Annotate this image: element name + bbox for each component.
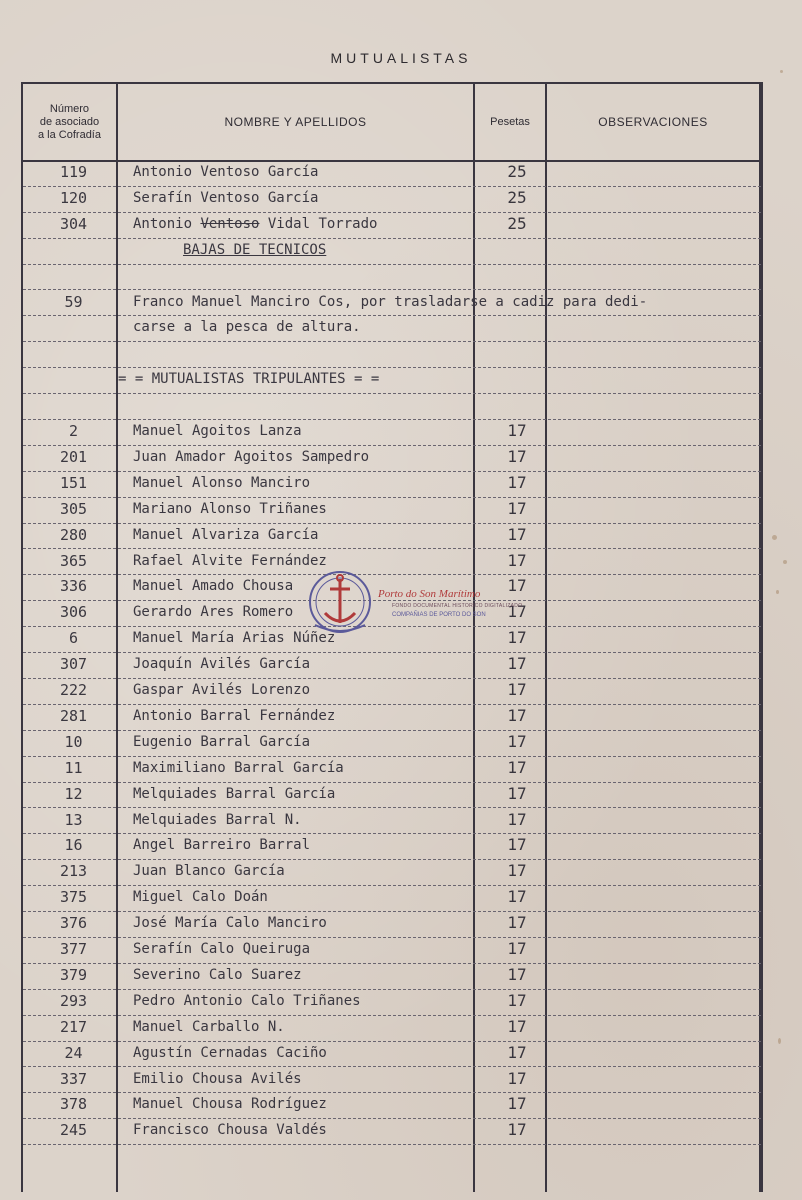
member-number: 213: [59, 862, 88, 881]
pesetas-amount: 25: [507, 213, 527, 233]
pesetas-amount: 17: [507, 446, 527, 466]
table-row: [23, 678, 761, 705]
table-row: [23, 341, 761, 368]
table-row: [23, 859, 761, 886]
member-number: 6: [68, 629, 79, 648]
table-row: [23, 549, 761, 576]
pesetas-amount: 17: [507, 705, 527, 725]
member-name: Melquiades Barral N.: [133, 811, 302, 828]
member-name: Manuel María Arias Núñez: [133, 630, 336, 647]
pesetas-amount: 17: [507, 1068, 527, 1088]
table-row: [23, 782, 761, 809]
member-number: 16: [64, 836, 83, 855]
table-row: [23, 652, 761, 679]
member-name: Juan Amador Agoitos Sampedro: [133, 448, 370, 465]
member-number: 304: [59, 214, 88, 233]
pesetas-amount: 17: [507, 421, 527, 440]
pesetas-amount: 17: [507, 524, 527, 544]
pesetas-amount: 17: [507, 887, 527, 907]
stamp-subtitle: FONDO DOCUMENTAL HISTORICO DIGITALIZADO: [392, 603, 523, 609]
member-name: Serafín Ventoso García: [133, 189, 319, 206]
page-title: MUTUALISTAS: [330, 50, 472, 66]
member-name: Manuel Alonso Manciro: [133, 474, 311, 491]
table-row: [23, 290, 761, 317]
remark-text: Franco Manuel Manciro Cos, por trasladarse a cadiz para dedi-: [133, 293, 648, 310]
table-row: [23, 1118, 761, 1145]
member-name: Maximiliano Barral García: [133, 759, 344, 776]
member-number: 376: [59, 914, 88, 933]
table-row: [23, 497, 761, 524]
table-row: [23, 238, 761, 265]
pesetas-amount: 17: [507, 990, 527, 1010]
table-row: [23, 989, 761, 1016]
table-row: [23, 315, 761, 342]
pesetas-amount: 17: [507, 628, 527, 648]
table-row: [23, 186, 761, 213]
pesetas-amount: 17: [507, 1120, 527, 1140]
member-name: Joaquín Avilés García: [133, 656, 311, 673]
member-number: 151: [59, 473, 88, 492]
table-row: [23, 523, 761, 550]
pesetas-amount: 25: [507, 162, 527, 181]
table-row: [23, 704, 761, 731]
member-number: 222: [59, 681, 88, 699]
pesetas-amount: 17: [507, 1042, 527, 1062]
member-name: Gaspar Avilés Lorenzo: [133, 682, 311, 698]
pesetas-amount: 25: [507, 187, 527, 207]
table-row: [23, 1041, 761, 1068]
table-row: [23, 756, 761, 783]
pesetas-amount: 17: [507, 731, 527, 751]
remark-text: carse a la pesca de altura.: [133, 319, 361, 336]
member-name: Miguel Calo Doán: [133, 889, 268, 906]
table-row: [23, 471, 761, 498]
member-number: 120: [59, 188, 88, 207]
paper-stain: [778, 1038, 781, 1044]
pesetas-amount: 17: [507, 757, 527, 777]
member-number: 13: [64, 810, 83, 829]
pesetas-amount: 17: [507, 550, 527, 570]
pesetas-amount: 17: [507, 1094, 527, 1114]
pesetas-amount: 17: [507, 576, 527, 596]
member-name: Manuel Carballo N.: [133, 1018, 285, 1035]
pesetas-amount: 17: [507, 783, 527, 803]
member-number: 24: [64, 1043, 83, 1062]
member-number: 2: [68, 422, 79, 440]
paper-stain: [772, 535, 777, 540]
member-number: 293: [59, 991, 88, 1010]
table-row: [23, 730, 761, 757]
member-number: 337: [59, 1069, 88, 1088]
member-number: 11: [64, 758, 83, 777]
member-name: Melquiades Barral García: [133, 785, 336, 802]
paper-stain: [776, 590, 779, 594]
member-name: Manuel Agoitos Lanza: [133, 423, 302, 439]
member-number: 201: [59, 447, 88, 466]
table-row: [23, 1015, 761, 1042]
table-row: [23, 419, 761, 446]
pesetas-amount: 17: [507, 654, 527, 674]
member-number: 59: [64, 292, 83, 311]
pesetas-amount: 17: [507, 602, 527, 622]
paper-stain: [780, 70, 783, 73]
table-row: [23, 1067, 761, 1094]
struck-out-word: Ventoso: [200, 215, 260, 232]
member-number: 10: [64, 732, 83, 751]
pesetas-amount: 17: [507, 913, 527, 933]
pesetas-amount: 17: [507, 680, 527, 699]
section-heading: BAJAS DE TECNICOS: [183, 241, 327, 258]
member-name: Gerardo Ares Romero: [133, 604, 294, 621]
header-numero: Número de asociado a la Cofradía: [38, 102, 101, 141]
table-row: [23, 445, 761, 472]
member-name: Emilio Chousa Avilés: [133, 1070, 302, 1087]
table-row: [23, 911, 761, 938]
stamp-title: Porto do Son Marítimo: [378, 588, 481, 600]
member-name: Manuel Chousa Rodríguez: [133, 1096, 327, 1113]
name-part: Antonio: [133, 215, 201, 232]
member-name: Manuel Alvariza García: [133, 526, 319, 543]
member-name: Angel Barreiro Barral: [133, 837, 311, 854]
pesetas-amount: 17: [507, 498, 527, 518]
member-number: 281: [59, 706, 88, 725]
member-number: 217: [59, 1017, 88, 1036]
member-number: 305: [59, 499, 88, 518]
header-observaciones: OBSERVACIONES: [598, 115, 708, 129]
table-row: [23, 885, 761, 912]
member-name: Francisco Chousa Valdés: [133, 1122, 327, 1139]
member-name: Rafael Alvite Fernández: [133, 552, 327, 569]
section-heading: = = MUTUALISTAS TRIPULANTES = =: [118, 371, 380, 388]
member-number: 245: [59, 1121, 88, 1140]
member-number: 336: [59, 577, 88, 596]
member-name: Antonio Barral Fernández: [133, 707, 336, 724]
pesetas-amount: 17: [507, 835, 527, 855]
table-row: [23, 963, 761, 990]
pesetas-amount: 17: [507, 472, 527, 492]
member-number: 377: [59, 940, 88, 958]
header-nombre: NOMBRE Y APELLIDOS: [224, 115, 367, 129]
member-name: Juan Blanco García: [133, 863, 285, 880]
member-number: 379: [59, 965, 88, 984]
table-row: [23, 264, 761, 291]
table-row: [23, 393, 761, 420]
pesetas-amount: 17: [507, 861, 527, 881]
member-number: 12: [64, 784, 83, 803]
table-row: [23, 367, 761, 394]
table-row: [23, 626, 761, 653]
member-name: Agustín Cernadas Caciño: [133, 1044, 327, 1061]
member-name: Eugenio Barral García: [133, 733, 311, 750]
table-row: [23, 833, 761, 860]
member-number: 365: [59, 551, 88, 570]
member-name: Antonio Ventoso García: [133, 164, 319, 180]
member-name: Severino Calo Suarez: [133, 966, 302, 983]
header-pesetas: Pesetas: [490, 115, 530, 128]
archive-stamp-logo: [305, 565, 375, 640]
member-number: 280: [59, 525, 88, 544]
paper-stain: [783, 560, 787, 564]
member-name: Pedro Antonio Calo Triñanes: [133, 992, 361, 1009]
member-number: 378: [59, 1095, 88, 1114]
pesetas-amount: 17: [507, 964, 527, 984]
member-name: Mariano Alonso Triñanes: [133, 500, 327, 517]
table-header: [23, 84, 761, 162]
member-name: Serafín Calo Queiruga: [133, 941, 311, 957]
table-row: [23, 808, 761, 835]
member-number: 307: [59, 655, 88, 674]
table-row: [23, 160, 761, 187]
pesetas-amount: 17: [507, 809, 527, 829]
member-name: José María Calo Manciro: [133, 915, 327, 932]
pesetas-amount: 17: [507, 1016, 527, 1036]
table-row: [23, 212, 761, 239]
table-row: [23, 937, 761, 964]
stamp-caption: COMPAÑIAS DE PORTO DO SON: [392, 612, 486, 618]
member-number: 375: [59, 888, 88, 907]
member-name: Manuel Amado Chousa: [133, 578, 294, 595]
table-row: [23, 1092, 761, 1119]
member-number: 306: [59, 603, 88, 622]
name-part: Vidal Torrado: [259, 215, 378, 232]
table-body: [23, 160, 761, 1192]
member-number: 119: [59, 163, 88, 181]
pesetas-amount: 17: [507, 939, 527, 958]
register-table: [21, 82, 763, 1192]
